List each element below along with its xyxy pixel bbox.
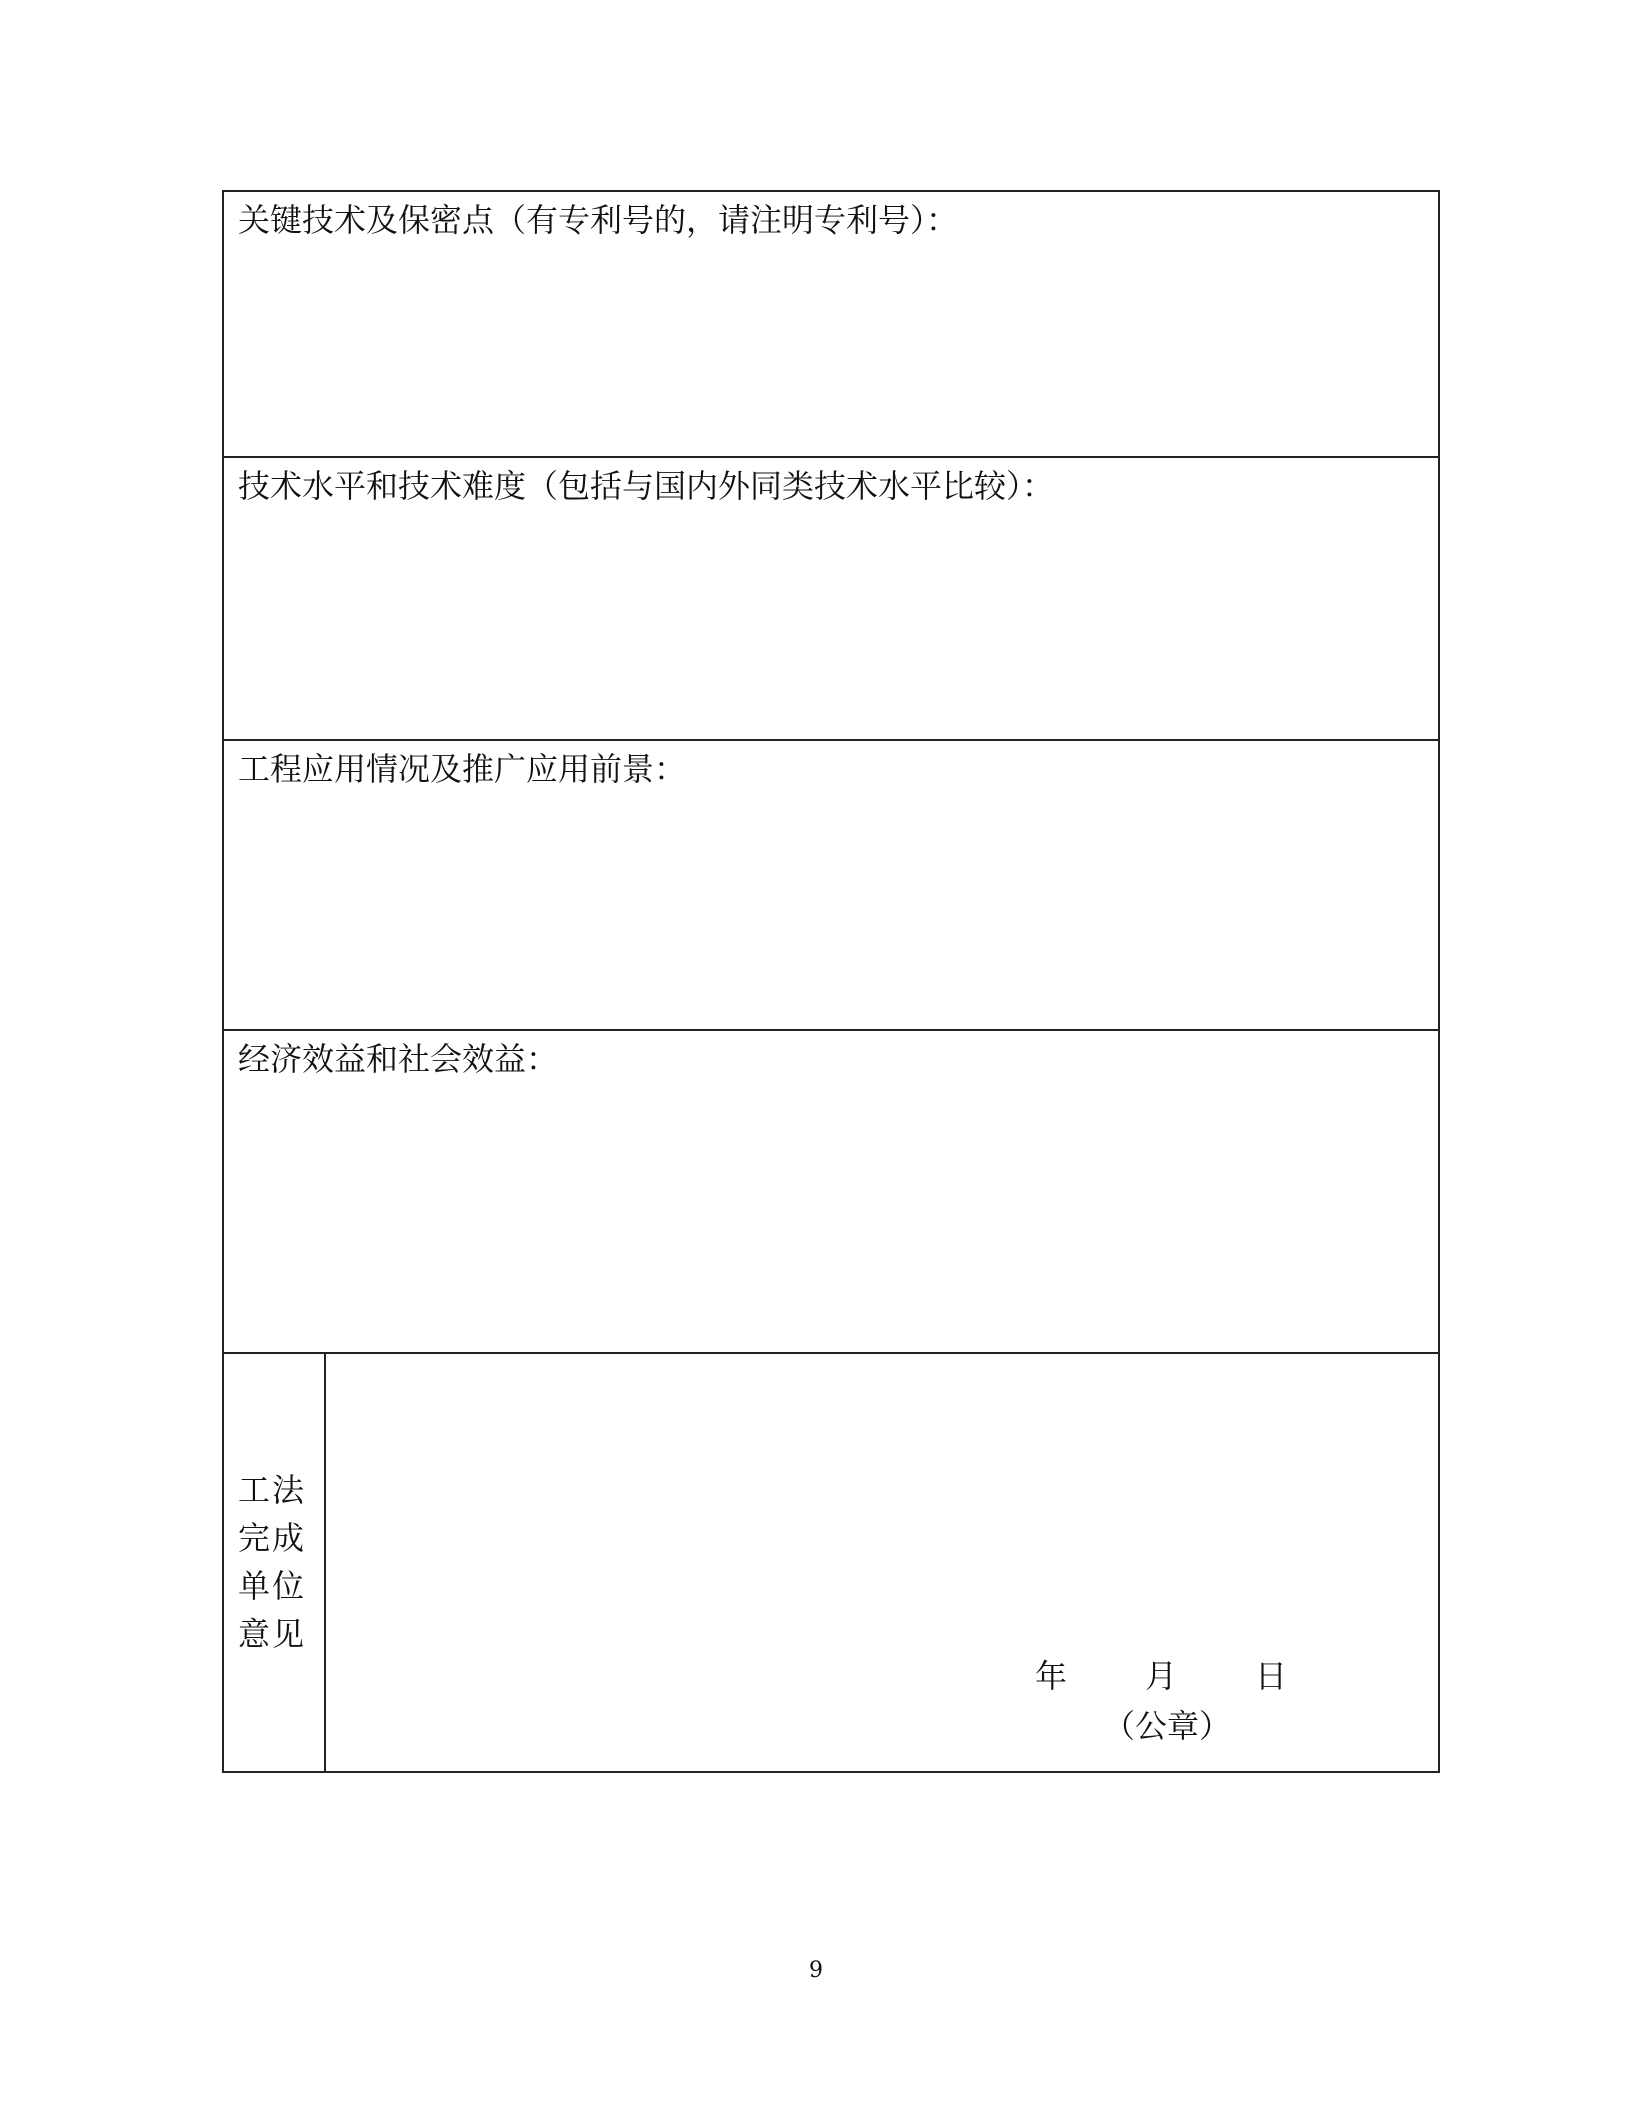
unit-opinion-label-line: 意见 xyxy=(238,1615,307,1653)
unit-opinion-row xyxy=(224,1354,1438,1771)
unit-opinion-label-line: 单位 xyxy=(238,1567,307,1605)
unit-opinion-content-cell[interactable] xyxy=(326,1354,1438,1771)
application-prospect-label: 工程应用情况及推广应用前景： xyxy=(238,750,687,788)
unit-opinion-label-line: 完成 xyxy=(238,1519,307,1557)
benefits-section[interactable] xyxy=(224,1031,1438,1354)
date-day-label: 日 xyxy=(1255,1657,1288,1695)
technical-level-label: 技术水平和技术难度（包括与国内外同类技术水平比较）： xyxy=(238,467,1055,505)
date-month-label: 月 xyxy=(1145,1657,1178,1695)
unit-opinion-label-cell xyxy=(224,1354,326,1771)
official-seal-note: （公章） xyxy=(1103,1707,1232,1745)
page-number: 9 xyxy=(809,1958,823,1983)
key-technology-section[interactable] xyxy=(224,192,1438,458)
date-year-label: 年 xyxy=(1035,1657,1068,1695)
benefits-label: 经济效益和社会效益： xyxy=(238,1040,559,1078)
unit-opinion-label-line: 工法 xyxy=(238,1471,307,1509)
unit-opinion-label xyxy=(238,1466,314,1658)
application-form-table xyxy=(222,190,1440,1773)
key-technology-label: 关键技术及保密点（有专利号的，请注明专利号）： xyxy=(238,201,959,239)
application-prospect-section[interactable] xyxy=(224,741,1438,1031)
technical-level-section[interactable] xyxy=(224,458,1438,741)
